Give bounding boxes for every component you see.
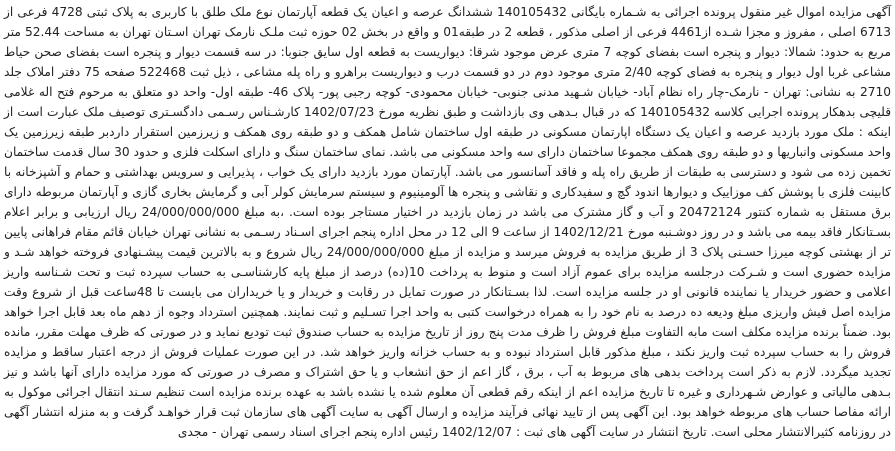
auction-notice-text: آگهی مزایده اموال غیر منقول پرونده اجرائی به شـماره بایگانی 140105432 ششدانگ عرصه و اعیان یک قطعه آپارتمان نوع ملک طلق با کاربری به پلاک ثبتی 4728 فرعی از 6713 اصلی ، مفروز و مجزا شـده از4461 فرعی از اصلی مذکور ، قطعه 2 در طبقه01 و واقع در بخش 02 حوزه ثبت ملـک نارمک تهران اسـتان تهران به مساحت 52.44 متر مربع به حدود: شمالا: دیوار و پنجره است بفضای کوچه 7 متری عرض موجود شرقا: دیواریست به قطعه اول سایق جنوبا: در سه قسمت دیوار و پنجره است بفضای صحن حیاط مشاعی غربا اول دیوار و پنجره به فضای کوچه 2/40 متری موجود دوم در دو قسمت درب و دیواریست براهرو و راه پله مشاعی ، ذیل ثبت 522468 صفحه 75 دفتر املاک جلد 2710 به نشانی: تهران - نارمک-چار راه نظام آباد- خیابان شـهید مدنی جنوبی- خیابان محمودی- کوچه رجبی پور- پلاک 46- طبقه اول- واحد دو متعلق به مرحوم فتح اله غلامی قلیچی بدهکار پرونده اجرایی کلاسه 140105432 که در قبال بـدهی وی بازداشت و طبق نظریه مورخ 1402/07/23 کارشـناس رسـمی دادگسـتری توصیف ملک عبارت است از اینکه : ملک مورد بازدید عرصه و اعیان یک دستگاه اپارتمان مسکونی در طبقه اول ساختمان شامل همکف و دو طبقه روی همکف و زیرزمین استقرار داردبر طبقه زیرزمین یک واحد مسکونی وانباریها و دو طبقه روی همکف مجموعا ساختمان دارای سه واحد مسکونی می باشد. نمای ساختمان سنگ و دارای اسکلت فلزی و حدود 30 سال قدمت ساختمان تخمین زده می شود و دسترسی به طبقات از طریق راه پله و فاقد آسانسور می باشد. آپارتمان مورد بازدید دارای یک خواب ، پذیرایی و سرویس بهداشتی و حمام و آشپزخانه با کابینت فلزی با پوشش کف موزاییک و دیوارها اندود گچ و سفیدکاری و نقاشی و پنجره ها آلومینیوم و سیستم سرمایش کولر آبی و گرمایش بخاری گازی و آپارتمان مربوطه دارای برق مستقل به شماره کنتور 20472124 و آب و گاز مشترک می باشد در زمان بازدید در اختیار مستاجر بوده است. ،به مبلغ 24/000/000/000 ریال ارزیابی و برابر اعلام بسـتانکار فاقد بیمه می باشد و در روز دوشـنبه مورخ 1402/12/21 از ساعت 9 الی 12 در محل اداره پنجم اجرای اسـناد رسـمی به نشانی تهران خیابان قائم مقام فراهانی پایین تر از بهشتی کوچه میرزا حسـنی پلاک 3 از طریق مزایده به فروش میرسد و مزایده از مبلغ 24/000/000/000 ریال شروع و به بالاترین قیمت پیشـنهادی فروخته خواهد شـد و مزایده حضوری است و شـرکت درجلسه مزایده برای عموم آزاد است و منوط به پرداخت 10(ده) درصد از مبلغ پایه کارشناسـی به حساب سپرده ثبت و تحت شـناسه واریز اعلامی و حضور خریدار یا نماینده قانونی او در جلسه مزایده است. لذا بسـتانکار در صورت تمایل در رقابت و خریدار و یا خریداران می بایست تا 48ساعت قبل از شروع وقت مزایده اصل فیش واریزی مبلغ ودیعه ده درصد به نام خود را به همراه درخواست کتبی به واحد اجرا تسـلیم و ثبت نمایند. همچنین استرداد وجوه از دهم ماه بعد قابل اجرا خواهد بود. ضمناً برنده مزایده مکلف است مابه التفاوت مبلغ فروش را ظرف مدت پنج روز از تاریخ مزایده به حساب صندوق ثبت تودیع نماید و در صورتی که ظرف مهلت مقرر، مانده فروش را به حساب سپرده ثبت واریز نکند ، مبلغ مذکور قابل استرداد نبوده و به حساب خزانه واریز خواهد شد. در این صورت عملیات فروش از درجه اعتبار ساقط و مزایده تجدید میگردد. لازم به ذکر است پرداخت بدهی های مربوط به آب ، برق ، گاز اعم از حق انشعاب و یا حق اشتراک و مصرف در صورتی که مورد مزایده دارای آنها باشد و نیز بـدهی مالیاتی و عوارض شـهرداری و غیره تا تاریخ مزایده اعم از اینکه رقم قطعی آن معلوم شده یا نشده باشد به عهده برنده مزایده است تنظیم سـند انتقال اجرائی موکول به ارائه مفاصا حساب های مربوطه خواهد بود. این آگهی پس از تایید نهائی فرآیند مزایده و ارسال آگهی به سایت آگهی های سازمان ثبت قرار خواهـد گرفت و به منزله انتشار آگهی در روزنامه کثیرالانتشار محلی است. تاریخ انتشار در سایت آگهی های ثبت : 1402/12/07 رئیس اداره پنجم اجرای اسناد رسمی تهران - مجدی — [4, 5, 892, 439]
